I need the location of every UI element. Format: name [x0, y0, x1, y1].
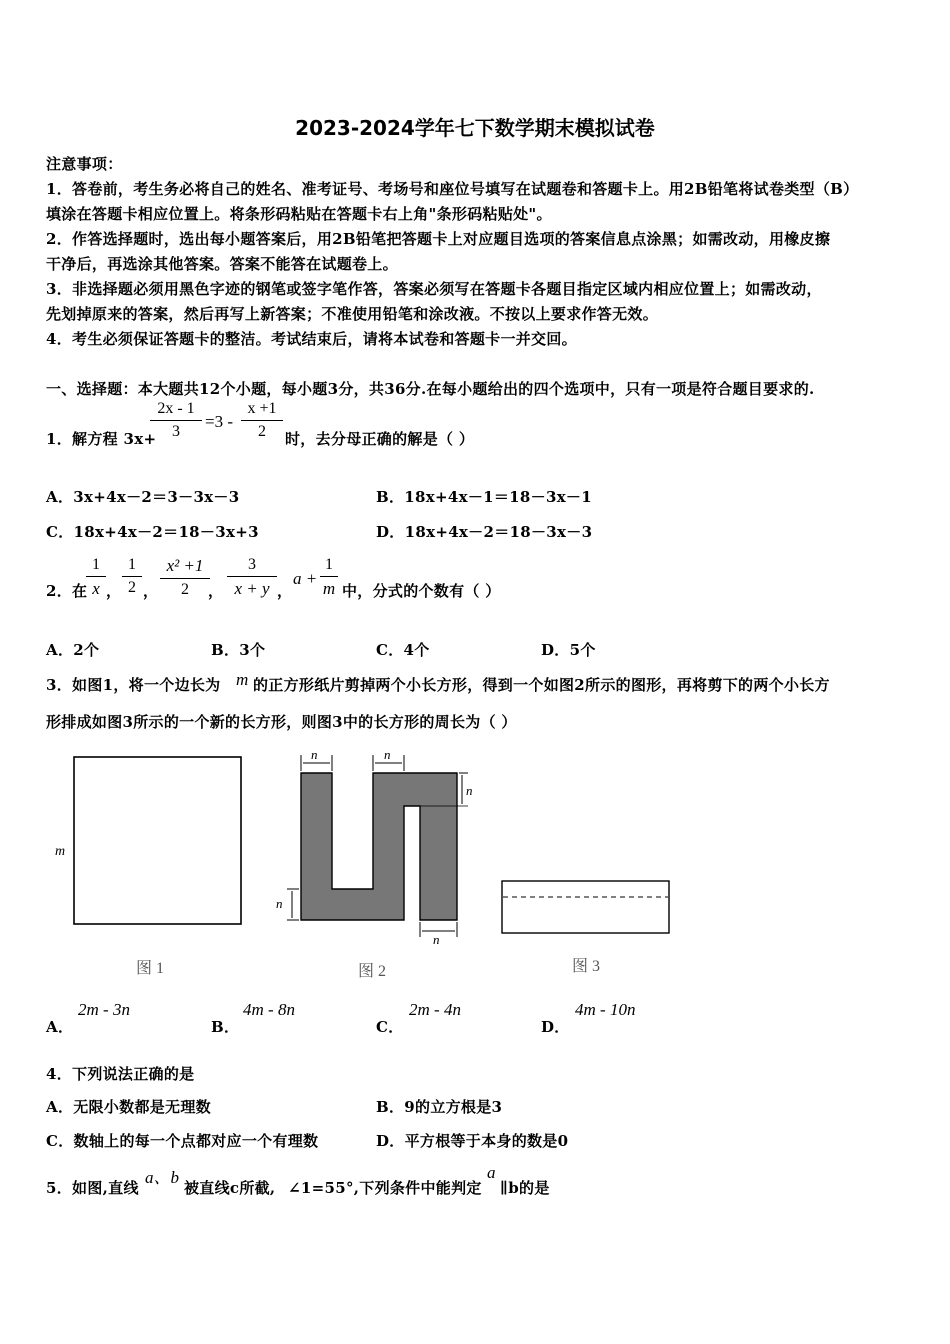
- q5-text-b: 被直线c所截,: [184, 1179, 276, 1197]
- q3-line2: 形排成如图3所示的一个新的长方形，则图3中的长方形的周长为（ ）: [46, 713, 517, 731]
- q1-option-b[interactable]: B．18x+4x－1＝18－3x－1: [376, 488, 592, 506]
- fig2-n-label: n: [466, 783, 473, 798]
- fig2-n-label: n: [384, 747, 391, 762]
- fig2-shape: [301, 773, 457, 920]
- page-title: 2023-2024学年七下数学期末模拟试卷: [295, 116, 655, 140]
- q5-var-a: a: [487, 1163, 496, 1182]
- q5-lines-ab: a、b: [145, 1168, 179, 1187]
- q2-option-b[interactable]: B．3个: [211, 641, 266, 659]
- section-heading: 一、选择题：本大题共12个小题，每小题3分，共36分.在每小题给出的四个选项中，只有一项是符合题目要求的.: [46, 380, 815, 398]
- notes-heading: 注意事项：: [46, 155, 123, 173]
- q3-figures: [40, 745, 680, 985]
- note-line: 干净后，再选涂其他答案。答案不能答在试题卷上。: [46, 255, 398, 273]
- note-line: 1．答卷前，考生务必将自己的姓名、准考证号、考场号和座位号填写在试题卷和答题卡上。用2B铅笔将试卷类型（B）: [46, 180, 859, 198]
- q4-option-c[interactable]: C．数轴上的每一个点都对应一个有理数: [46, 1132, 319, 1150]
- q3-line1-b: 的正方形纸片剪掉两个小长方形，得到一个如图2所示的图形，再将剪下的两个小长方: [253, 676, 830, 694]
- q2-suffix: 中，分式的个数有（ ）: [342, 582, 501, 600]
- note-line: 填涂在答题卡相应位置上。将条形码粘贴在答题卡右上角"条形码粘贴处"。: [46, 205, 552, 223]
- fig1-square: [74, 757, 241, 924]
- q5-text-c: ∥b的是: [500, 1179, 550, 1197]
- q2-expr-prefix: a +: [293, 569, 318, 588]
- q1-fraction-1: 2x - 1 3: [150, 400, 202, 441]
- q1-fraction-2: x +1 2: [241, 400, 283, 441]
- q5-angle: ∠1=55°,下列条件中能判定: [288, 1179, 482, 1197]
- q4-stem: 4．下列说法正确的是: [46, 1065, 195, 1083]
- q2-fraction-1: 1 x: [86, 556, 106, 599]
- q3-option-d-label[interactable]: D．: [541, 1018, 570, 1036]
- fig2-n-label: n: [276, 896, 283, 911]
- fig3-caption: 图 3: [572, 958, 601, 975]
- q3-line1-a: 3．如图1，将一个边长为: [46, 676, 221, 694]
- q4-option-b[interactable]: B．9的立方根是3: [376, 1098, 503, 1116]
- q5-text-a: 5．如图,直线: [46, 1179, 139, 1197]
- q1-equals: =3 -: [205, 412, 233, 431]
- fig2-n-label: n: [433, 932, 440, 947]
- fig1-caption: 图 1: [136, 960, 165, 977]
- q3-option-a[interactable]: 2m - 3n: [78, 1000, 130, 1019]
- q2-fraction-4: 3 x + y: [227, 556, 277, 599]
- comma: ，: [208, 582, 224, 600]
- q3-option-b[interactable]: 4m - 8n: [243, 1000, 295, 1019]
- q3-option-b-label[interactable]: B．: [211, 1018, 240, 1036]
- q2-prefix: 2．在: [46, 582, 88, 600]
- comma: ，: [143, 582, 159, 600]
- q3-option-a-label[interactable]: A．: [46, 1018, 74, 1036]
- q1-prefix: 1．解方程 3x+: [46, 430, 157, 448]
- q3-option-c-label[interactable]: C．: [376, 1018, 404, 1036]
- note-line: 2．作答选择题时，选出每小题答案后，用2B铅笔把答题卡上对应题目选项的答案信息点涂黑；如需改动，用橡皮擦: [46, 230, 831, 248]
- fig3-rectangle: [502, 881, 669, 933]
- q1-suffix: 时，去分母正确的解是（ ）: [285, 430, 475, 448]
- q3-var-m: m: [236, 670, 249, 689]
- q3-option-c[interactable]: 2m - 4n: [409, 1000, 461, 1019]
- q2-fraction-5: 1 m: [320, 556, 338, 599]
- note-line: 4．考生必须保证答题卡的整洁。考试结束后，请将本试卷和答题卡一并交回。: [46, 330, 577, 348]
- q2-option-c[interactable]: C．4个: [376, 641, 430, 659]
- q3-option-d[interactable]: 4m - 10n: [575, 1000, 636, 1019]
- q4-option-a[interactable]: A．无限小数都是无理数: [46, 1098, 211, 1116]
- q2-fraction-3: x² +1 2: [160, 556, 210, 599]
- comma: ，: [106, 582, 122, 600]
- q2-option-a[interactable]: A．2个: [46, 641, 100, 659]
- fig2-caption: 图 2: [358, 963, 387, 980]
- q1-option-d[interactable]: D．18x+4x－2＝18－3x－3: [376, 523, 593, 541]
- note-line: 3．非选择题必须用黑色字迹的钢笔或签字笔作答，答案必须写在答题卡各题目指定区域内相应位置上；如需改动，: [46, 280, 822, 298]
- note-line: 先划掉原来的答案，然后再写上新答案；不准使用铅笔和涂改液。不按以上要求作答无效。: [46, 305, 659, 323]
- fig2-n-label: n: [311, 747, 318, 762]
- q4-option-d[interactable]: D．平方根等于本身的数是0: [376, 1132, 569, 1150]
- q2-fraction-2: 1 2: [122, 556, 142, 597]
- q1-option-a[interactable]: A．3x+4x－2＝3－3x－3: [46, 488, 240, 506]
- comma: ，: [277, 582, 293, 600]
- q1-option-c[interactable]: C．18x+4x－2＝18－3x+3: [46, 523, 259, 541]
- q2-option-d[interactable]: D．5个: [541, 641, 596, 659]
- fig1-label-m: m: [55, 844, 66, 859]
